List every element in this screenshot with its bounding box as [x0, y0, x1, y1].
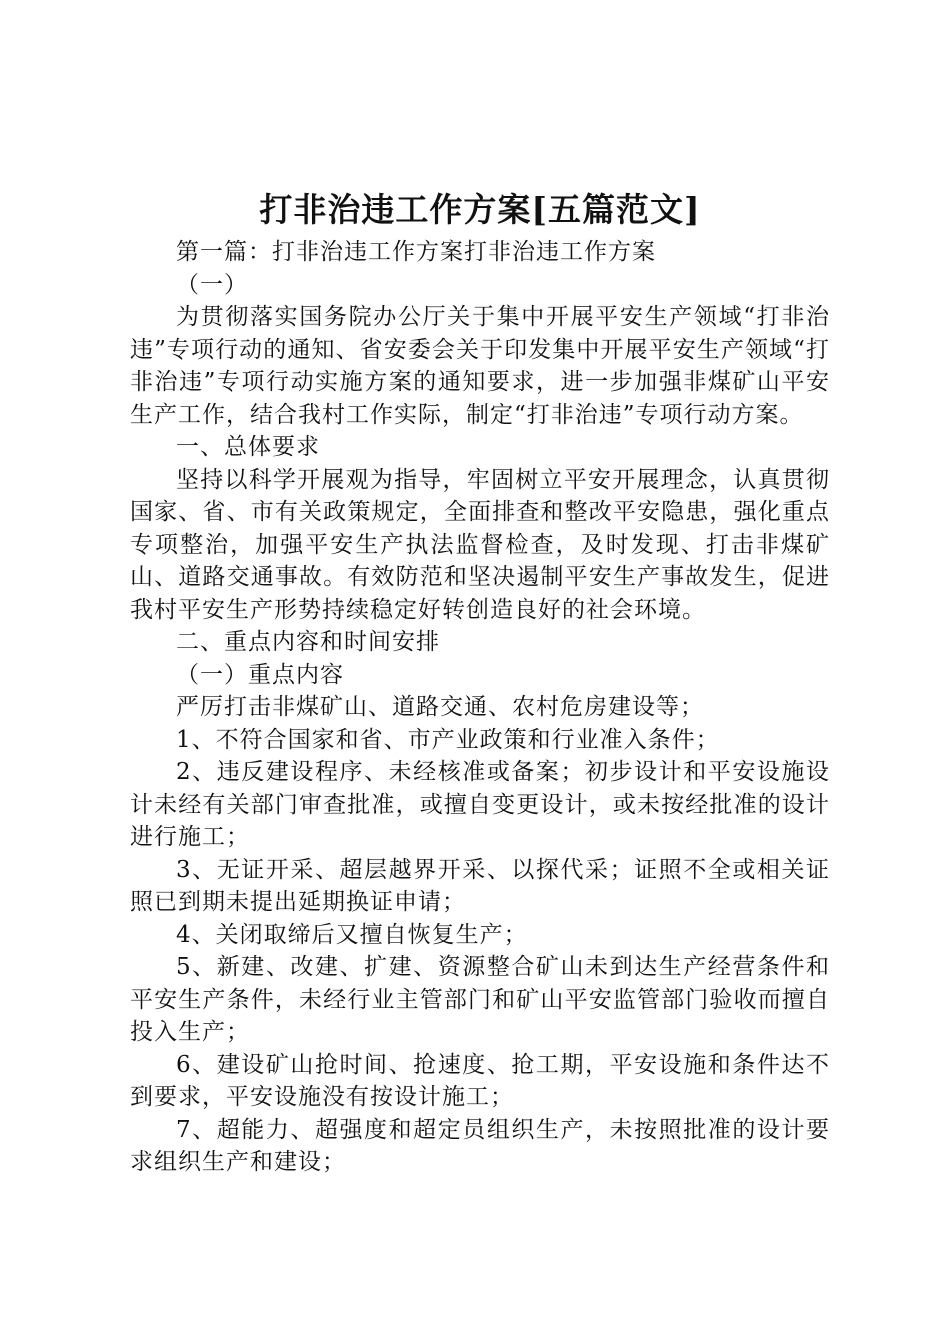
section-marker: （一） — [176, 271, 248, 298]
list-item-6: 6、建设矿山抢时间、抢速度、抢工期，平安设施和条件达不到要求，平安设施没有按设计施工； — [130, 1051, 830, 1110]
document-title: 打非治违工作方案[五篇范文] — [259, 190, 701, 229]
document-page — [130, 186, 830, 1179]
key-content-paragraph: 严厉打击非煤矿山、道路交通、农村危房建设等； — [176, 694, 704, 720]
list-item-5: 5、新建、改建、扩建、资源整合矿山未到达生产经营条件和平安生产条件，未经行业主管部门和矿山平安监管部门验收而擅自投入生产； — [130, 954, 830, 1045]
heading-general-requirements: 一、总体要求 — [176, 434, 320, 460]
general-requirements-paragraph: 坚持以科学开展观为指导，牢固树立平安开展理念，认真贯彻国家、省、市有关政策规定，全面排查和整改平安隐患，强化重点专项整治，加强平安生产执法监督检查，及时发现、打击非煤矿山、道路交通事故。有效防范和坚决遏制平安生产事故发生，促进我村平安生产形势持续稳定好转创造良好的社会环境。 — [130, 466, 830, 623]
list-item-3: 3、无证开采、超层越界开采、以探代采；证照不全或相关证照已到期未提出延期换证申请； — [130, 856, 830, 915]
heading-key-content-schedule: 二、重点内容和时间安排 — [176, 629, 440, 655]
list-item-4: 4、关闭取缔后又擅自恢复生产； — [176, 921, 528, 948]
subheading-key-content: （一）重点内容 — [176, 661, 344, 688]
chapter-heading: 第一篇：打非治违工作方案打非治违工作方案 — [176, 239, 656, 265]
list-item-2: 2、违反建设程序、未经核准或备案；初步设计和平安设施设计未经有关部门审查批准，或擅自变更设计，或未按经批准的设计进行施工； — [130, 759, 830, 850]
list-item-7: 7、超能力、超强度和超定员组织生产，未按照批准的设计要求组织生产和建设； — [130, 1116, 830, 1175]
intro-paragraph: 为贯彻落实国务院办公厅关于集中开展平安生产领域“打非治违”专项行动的通知、省安委会关于印发集中开展平安生产领域“打非治违”专项行动实施方案的通知要求，进一步加强非煤矿山平安生产工作，结合我村工作实际，制定“打非治违”专项行动方案。 — [130, 304, 830, 428]
list-item-1: 1、不符合国家和省、市产业政策和行业准入条件； — [176, 726, 720, 753]
